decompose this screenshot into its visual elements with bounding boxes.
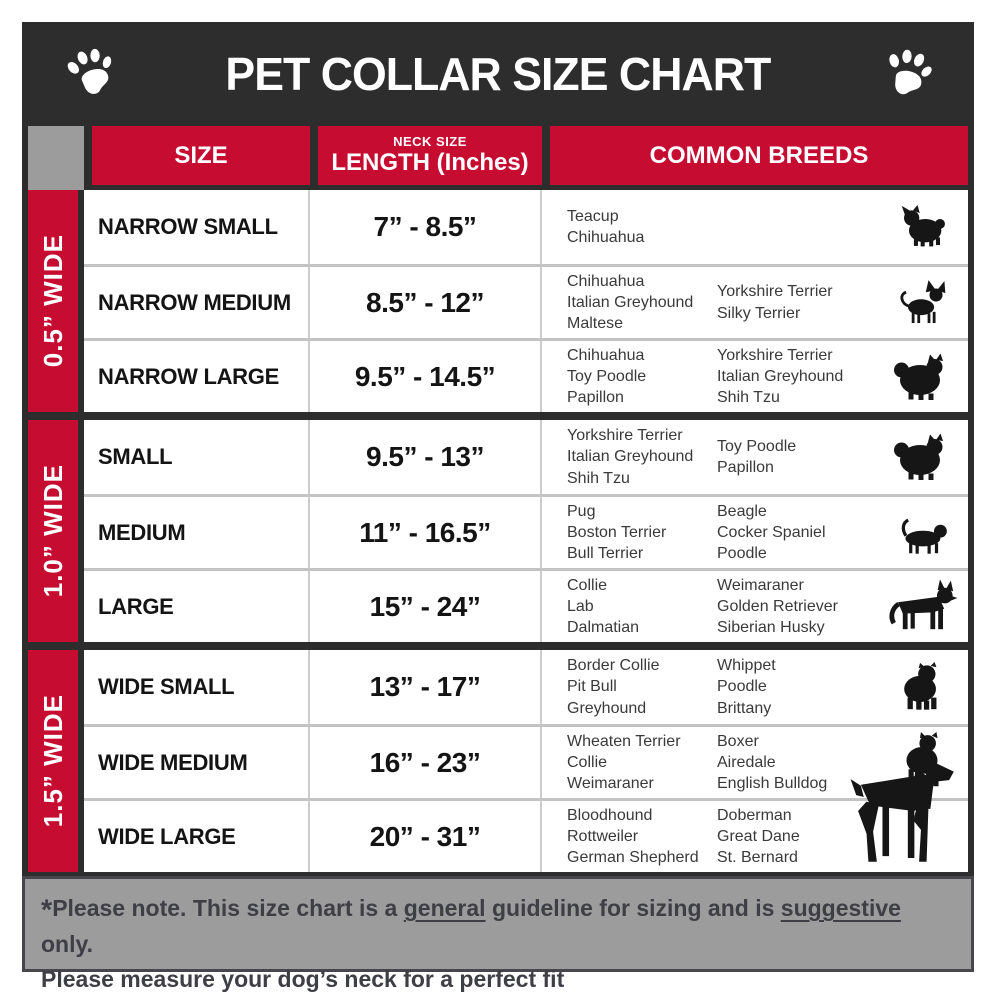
breeds-list-1 [567, 805, 717, 869]
breeds-list-2 [717, 575, 875, 639]
breeds-list-1 [567, 425, 717, 489]
breed-item: Border Collie [567, 657, 660, 675]
size-cell: SMALL [84, 420, 310, 494]
breed-item: Brittany [717, 699, 772, 717]
size-cell: WIDE LARGE [84, 801, 310, 872]
breeds-list-1 [567, 575, 717, 639]
breed-item: Italian Greyhound [567, 448, 694, 466]
breed-item: Papillon [567, 389, 624, 407]
footer-note-segment: general [403, 895, 486, 921]
table-row [84, 798, 968, 872]
table-row [84, 264, 968, 338]
breeds-cell [542, 650, 968, 724]
corner-spacer [28, 126, 84, 190]
dog-icon-area [875, 205, 968, 250]
breed-item: Teacup [567, 207, 619, 225]
asterisk-icon: * [41, 894, 53, 927]
breed-item: Bloodhound [567, 806, 653, 824]
breed-item: Dalmatian [567, 619, 640, 637]
width-band [28, 190, 84, 412]
table-row [84, 420, 968, 494]
breed-item: Greyhound [567, 699, 647, 717]
dog-icon-area [875, 279, 968, 326]
breeds-list-2 [717, 501, 875, 565]
breed-item: Maltese [567, 315, 624, 333]
breed-item: Shih Tzu [717, 389, 780, 407]
breed-item: Great Dane [717, 827, 800, 845]
size-cell: LARGE [84, 571, 310, 642]
breed-item: Bull Terrier [567, 545, 644, 563]
beagle-dog-icon [886, 510, 958, 556]
paw-icon [62, 48, 118, 100]
size-cell: WIDE MEDIUM [84, 727, 310, 798]
footer-note-segment: suggestive [780, 895, 901, 921]
breeds-list-1 [567, 206, 717, 249]
breed-item: Airedale [717, 753, 776, 771]
breed-item: Rottweiler [567, 827, 639, 845]
neck-size-cell: 11” - 16.5” [310, 497, 542, 568]
table-header-row [22, 126, 974, 190]
table-row [84, 568, 968, 642]
width-group [28, 190, 968, 412]
size-cell: MEDIUM [84, 497, 310, 568]
width-band [28, 420, 84, 642]
breed-item: Golden Retriever [717, 597, 838, 615]
size-cell: NARROW LARGE [84, 341, 310, 412]
breed-item: Collie [567, 753, 608, 771]
paw-icon [878, 48, 934, 100]
table-row [84, 190, 968, 264]
table-row [84, 724, 968, 798]
dog-icon-area [875, 352, 968, 402]
breeds-list-1 [567, 271, 717, 335]
neck-size-cell: 9.5” - 14.5” [310, 341, 542, 412]
footer-note-line2: Please measure your dog’s neck for a perfect fit [41, 966, 565, 993]
breed-item: German Shepherd [567, 849, 699, 867]
breed-item: Poodle [717, 678, 767, 696]
chart-container [22, 22, 974, 993]
breed-item: Shih Tzu [567, 469, 630, 487]
breeds-list-1 [567, 731, 717, 795]
breed-item: English Bulldog [717, 775, 828, 793]
size-cell: WIDE SMALL [84, 650, 310, 724]
breed-item: Pug [567, 502, 596, 520]
page-title: PET COLLAR SIZE CHART [225, 48, 771, 100]
neck-size-cell: 9.5” - 13” [310, 420, 542, 494]
breed-item: Pit Bull [567, 678, 617, 696]
dog-icon-area [875, 661, 968, 714]
breed-item: Boxer [717, 732, 759, 750]
chart-header-banner [22, 22, 974, 126]
table-body [22, 190, 974, 876]
width-band [28, 650, 84, 872]
neck-size-cell: 8.5” - 12” [310, 267, 542, 338]
table-row [84, 494, 968, 568]
breed-item: Wheaten Terrier [567, 732, 681, 750]
width-band-label: 1.5” WIDE [37, 694, 68, 828]
breeds-cell [542, 801, 968, 872]
breed-item: Lab [567, 597, 594, 615]
breed-item: Whippet [717, 657, 776, 675]
chihuahua-dog-icon [894, 279, 950, 326]
breed-item: Italian Greyhound [567, 293, 694, 311]
breeds-list-1 [567, 501, 717, 565]
doberman-dog-icon [844, 751, 966, 873]
neck-size-cell: 13” - 17” [310, 650, 542, 724]
breed-item: Siberian Husky [717, 619, 825, 637]
column-header-neck-size [318, 126, 542, 185]
width-group [28, 420, 968, 642]
breed-item: Silky Terrier [717, 304, 801, 322]
breeds-header-label: COMMON BREEDS [649, 141, 869, 169]
neck-size-cell: 20” - 31” [310, 801, 542, 872]
breed-item: Poodle [717, 545, 767, 563]
width-band-label: 0.5” WIDE [37, 234, 68, 368]
breeds-list-1 [567, 345, 717, 409]
neck-size-cell: 7” - 8.5” [310, 190, 542, 264]
breeds-cell [542, 420, 968, 494]
width-group [28, 650, 968, 872]
neck-size-cell: 16” - 23” [310, 727, 542, 798]
table-row [84, 338, 968, 412]
yorkie-dog-icon [895, 205, 949, 250]
breeds-list-1 [567, 655, 717, 719]
breeds-list-2 [717, 655, 875, 719]
breed-item: Yorkshire Terrier [717, 346, 833, 364]
dog-icon-area [875, 510, 968, 556]
neck-size-sublabel: NECK SIZE [393, 133, 467, 149]
breed-item: Yorkshire Terrier [717, 283, 833, 301]
breeds-list-2 [717, 281, 875, 324]
dog-icon-area [875, 432, 968, 482]
breed-item: Toy Poodle [717, 437, 797, 455]
column-header-size [92, 126, 310, 185]
breed-item: Toy Poodle [567, 367, 647, 385]
breed-item: Italian Greyhound [717, 367, 844, 385]
pitbull-dog-icon [893, 661, 951, 714]
footer-note-line1 [41, 891, 951, 962]
width-band-label: 1.0” WIDE [37, 464, 68, 598]
breed-item: Doberman [717, 806, 792, 824]
size-header-label: SIZE [174, 141, 228, 169]
table-row [84, 650, 968, 724]
breed-item: Yorkshire Terrier [567, 427, 683, 445]
breed-item: Chihuahua [567, 272, 645, 290]
breeds-cell [542, 341, 968, 412]
breeds-cell [542, 497, 968, 568]
breeds-cell [542, 190, 968, 264]
size-cell: NARROW MEDIUM [84, 267, 310, 338]
breed-item: Cocker Spaniel [717, 523, 826, 541]
footer-note-segment: Please note. This size chart is a [52, 895, 404, 921]
dog-icon-area [875, 577, 968, 637]
footer-note [22, 876, 974, 993]
footer-note-segment: only. [41, 930, 93, 957]
footer-note-segment: guideline for sizing and is [485, 895, 781, 921]
shepherd-dog-icon [884, 577, 960, 637]
breed-item: Collie [567, 576, 608, 594]
neck-length-label: LENGTH (Inches) [331, 148, 529, 176]
breed-item: Weimaraner [717, 576, 804, 594]
breeds-cell [542, 571, 968, 642]
breed-item: Chihuahua [567, 346, 645, 364]
pomeranian-dog-icon [892, 432, 952, 482]
pomeranian-dog-icon [892, 352, 952, 402]
breed-item: Beagle [717, 502, 767, 520]
column-header-common-breeds [550, 126, 968, 185]
neck-size-cell: 15” - 24” [310, 571, 542, 642]
breeds-list-2 [717, 436, 875, 479]
breed-item: St. Bernard [717, 849, 798, 867]
breed-item: Papillon [717, 459, 774, 476]
breed-item: Boston Terrier [567, 523, 667, 541]
breed-item: Weimaraner [567, 775, 654, 793]
breeds-cell [542, 267, 968, 338]
size-cell: NARROW SMALL [84, 190, 310, 264]
breeds-list-2 [717, 345, 875, 409]
breed-item: Chihuahua [567, 229, 645, 246]
